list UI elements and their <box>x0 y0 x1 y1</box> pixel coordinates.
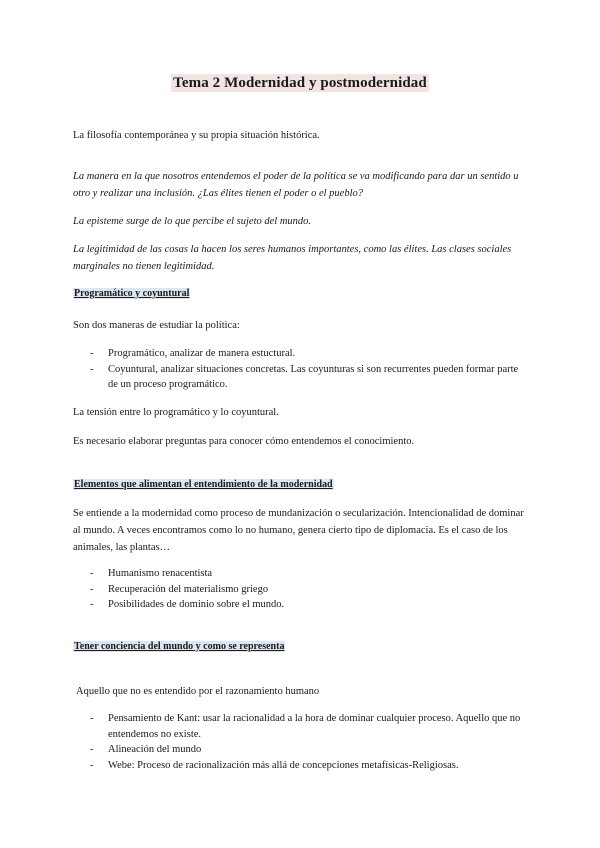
section-heading-programatico: Programático y coyuntural <box>74 288 190 299</box>
list-item: - Posibilidades de dominio sobre el mundo. <box>73 597 528 613</box>
intro-paragraph: La filosofía contemporánea y su propia situación histórica. <box>73 130 320 141</box>
list-item: - Webe: Proceso de racionalización más allá de concepciones metafísicas-Religiosas. <box>73 758 528 774</box>
section2-paragraph: Se entiende a la modernidad como proceso de mundanización o secularización. Intencionalidad de dominar al mundo. A veces encontramos como lo no humano, genera cierto tipo de diplomacia. Es el caso de los animales, las plantas… <box>73 508 524 553</box>
list-item: - Programático, analizar de manera estuctural. <box>73 346 528 362</box>
italic-paragraph: La manera en la que nosotros entendemos el poder de la política se va modificando para dar un sentido u otro y realizar una inclusión. ¿Las élites tienen el poder o el pueblo? <box>73 171 519 199</box>
section-heading-conciencia: Tener conciencia del mundo y como se representa <box>74 641 285 652</box>
list-item: - Alineación del mundo <box>73 742 528 758</box>
list-item: - Pensamiento de Kant: usar la racionalidad a la hora de dominar cualquier proceso. Aquello que no entendemos no existe. <box>73 711 528 742</box>
list-item: - Coyuntural, analizar situaciones concretas. Las coyunturas si son recurrentes pueden formar parte de un proceso programático. <box>73 362 528 393</box>
italic-paragraph: La legitimidad de las cosas la hacen los seres humanos importantes, como las élites. Las clases sociales marginales no tienen legitimidad. <box>73 244 512 272</box>
section3-lead: Aquello que no es entendido por el razonamiento humano <box>76 686 320 697</box>
section-heading-elementos: Elementos que alimentan el entendimiento de la modernidad <box>74 479 333 490</box>
section1-lead: Son dos maneras de estudiar la política: <box>73 320 240 331</box>
section1-after-paragraph: Es necesario elaborar preguntas para conocer cómo entendemos el conocimiento. <box>73 436 415 447</box>
section3-list <box>73 711 528 773</box>
section2-list <box>73 566 528 613</box>
document-title <box>0 74 600 92</box>
document-title-text: Tema 2 Modernidad y postmodernidad <box>173 75 427 91</box>
list-item: - Recuperación del materialismo griego <box>73 582 528 598</box>
italic-paragraph: La episteme surge de lo que percibe el sujeto del mundo. <box>73 216 312 227</box>
list-item: - Humanismo renacentista <box>73 566 528 582</box>
section1-list <box>73 346 528 393</box>
section1-after-paragraph: La tensión entre lo programático y lo coyuntural. <box>73 407 279 418</box>
